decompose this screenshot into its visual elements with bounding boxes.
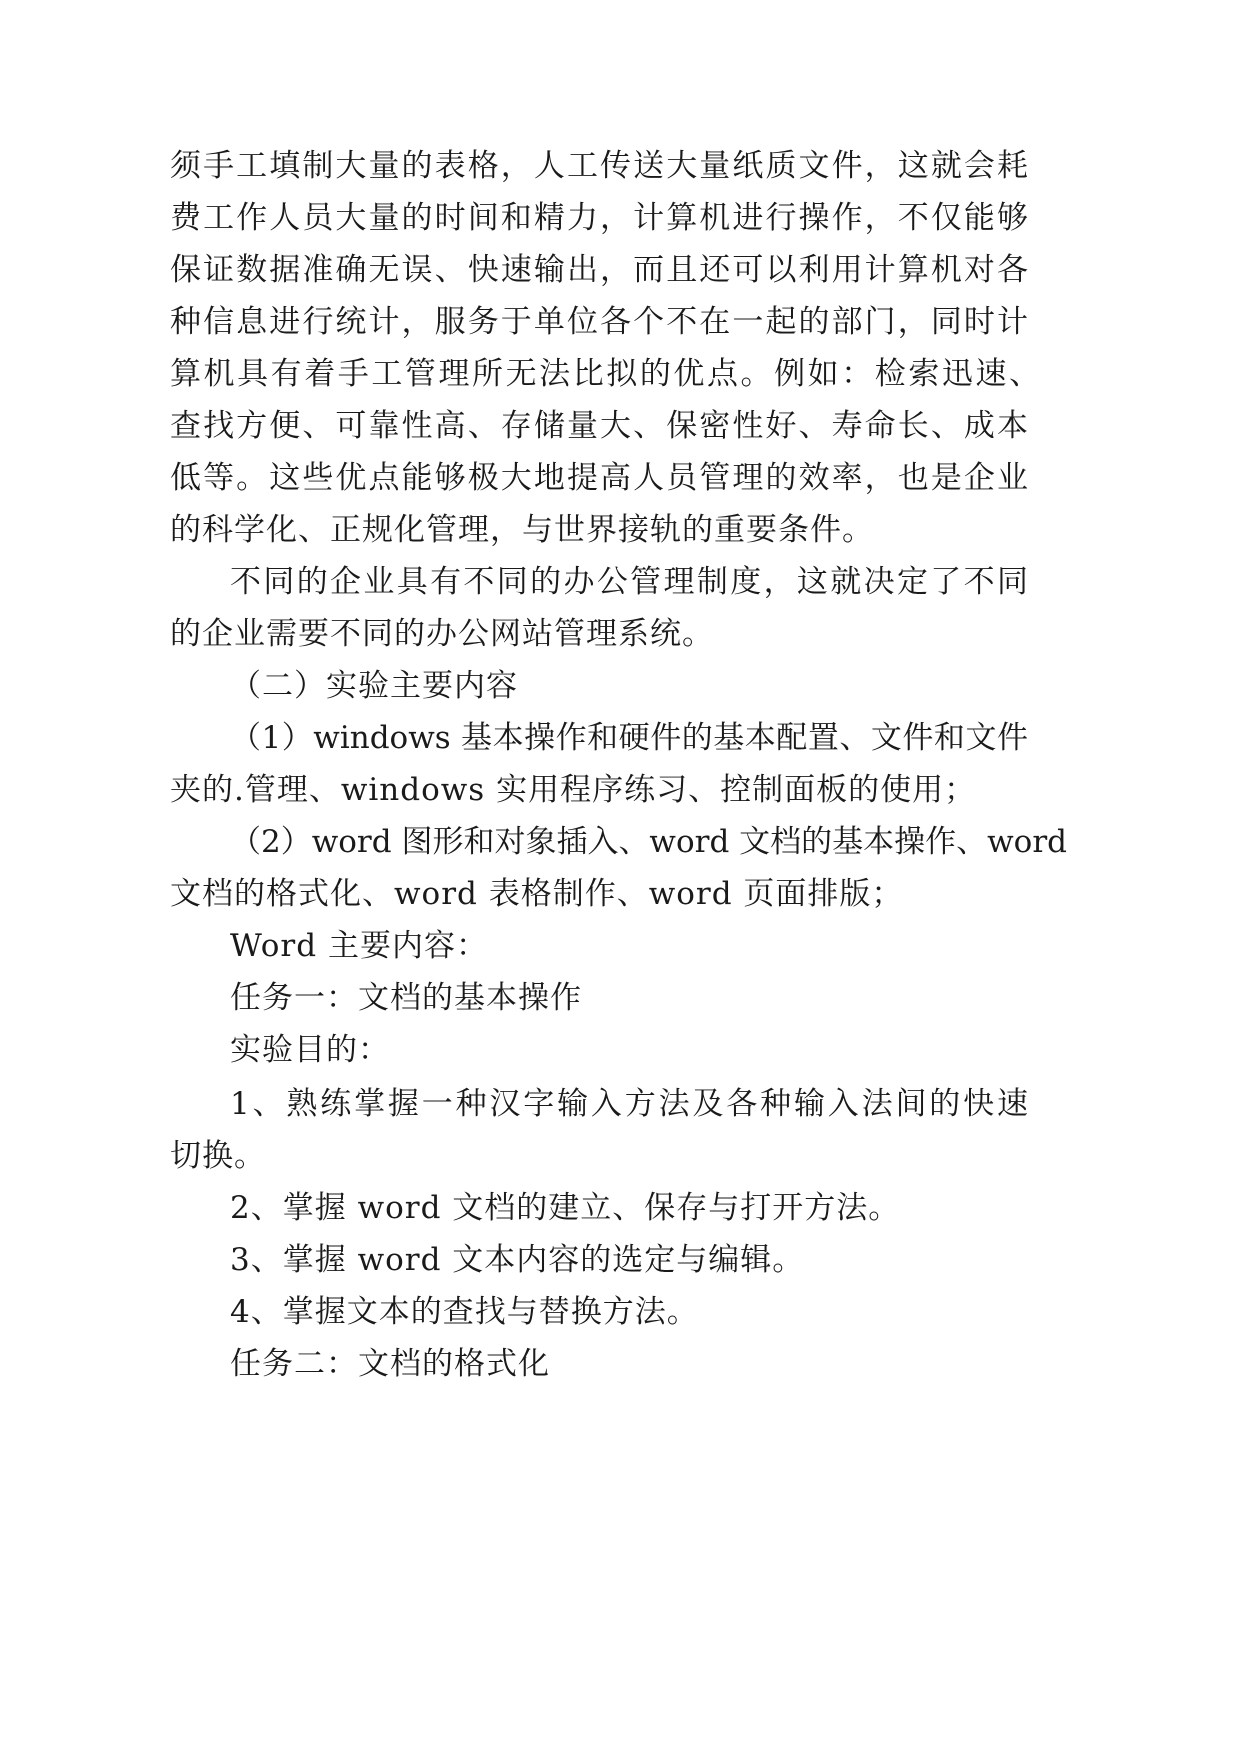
- paragraph-1-line-4: 种信息进行统计，服务于单位各个不在一起的部门，同时计: [170, 304, 1028, 340]
- word-main-heading: Word 主要内容：: [230, 928, 488, 964]
- objective-2: 2、掌握 word 文档的建立、保存与打开方法。: [230, 1190, 901, 1226]
- paragraph-1-line-8: 的科学化、正规化管理，与世界接轨的重要条件。: [170, 512, 874, 548]
- objective-1-line-1: 1、熟练掌握一种汉字输入方法及各种输入法间的快速: [230, 1086, 1028, 1122]
- objective-1-line-2: 切换。: [170, 1138, 266, 1174]
- task-2-title: 任务二：文档的格式化: [230, 1346, 550, 1382]
- item-2-line-2: 文档的格式化、word 表格制作、word 页面排版；: [170, 876, 904, 912]
- paragraph-2-line-1: 不同的企业具有不同的办公管理制度，这就决定了不同: [230, 564, 1028, 600]
- section-heading: （二）实验主要内容: [230, 668, 518, 704]
- item-1-line-2: 夹的.管理、windows 实用程序练习、控制面板的使用；: [170, 772, 977, 808]
- paragraph-1-line-5: 算机具有着手工管理所无法比拟的优点。例如：检索迅速、: [170, 356, 1040, 392]
- paragraph-1-line-7: 低等。这些优点能够极大地提高人员管理的效率，也是企业: [170, 460, 1028, 496]
- objective-label: 实验目的：: [230, 1032, 390, 1068]
- item-1-line-1: （1）windows 基本操作和硬件的基本配置、文件和文件: [230, 720, 1028, 756]
- paragraph-1-line-2: 费工作人员大量的时间和精力，计算机进行操作，不仅能够: [170, 200, 1028, 236]
- item-2-line-1: （2）word 图形和对象插入、word 文档的基本操作、word: [230, 824, 1068, 860]
- task-1-title: 任务一：文档的基本操作: [230, 980, 582, 1016]
- objective-3: 3、掌握 word 文本内容的选定与编辑。: [230, 1242, 805, 1278]
- paragraph-1-line-3: 保证数据准确无误、快速输出，而且还可以利用计算机对各: [170, 252, 1028, 288]
- paragraph-1-line-6: 查找方便、可靠性高、存储量大、保密性好、寿命长、成本: [170, 408, 1028, 444]
- objective-4: 4、掌握文本的查找与替换方法。: [230, 1294, 699, 1330]
- paragraph-2-line-2: 的企业需要不同的办公网站管理系统。: [170, 616, 714, 652]
- paragraph-1-line-1: 须手工填制大量的表格，人工传送大量纸质文件，这就会耗: [170, 148, 1028, 184]
